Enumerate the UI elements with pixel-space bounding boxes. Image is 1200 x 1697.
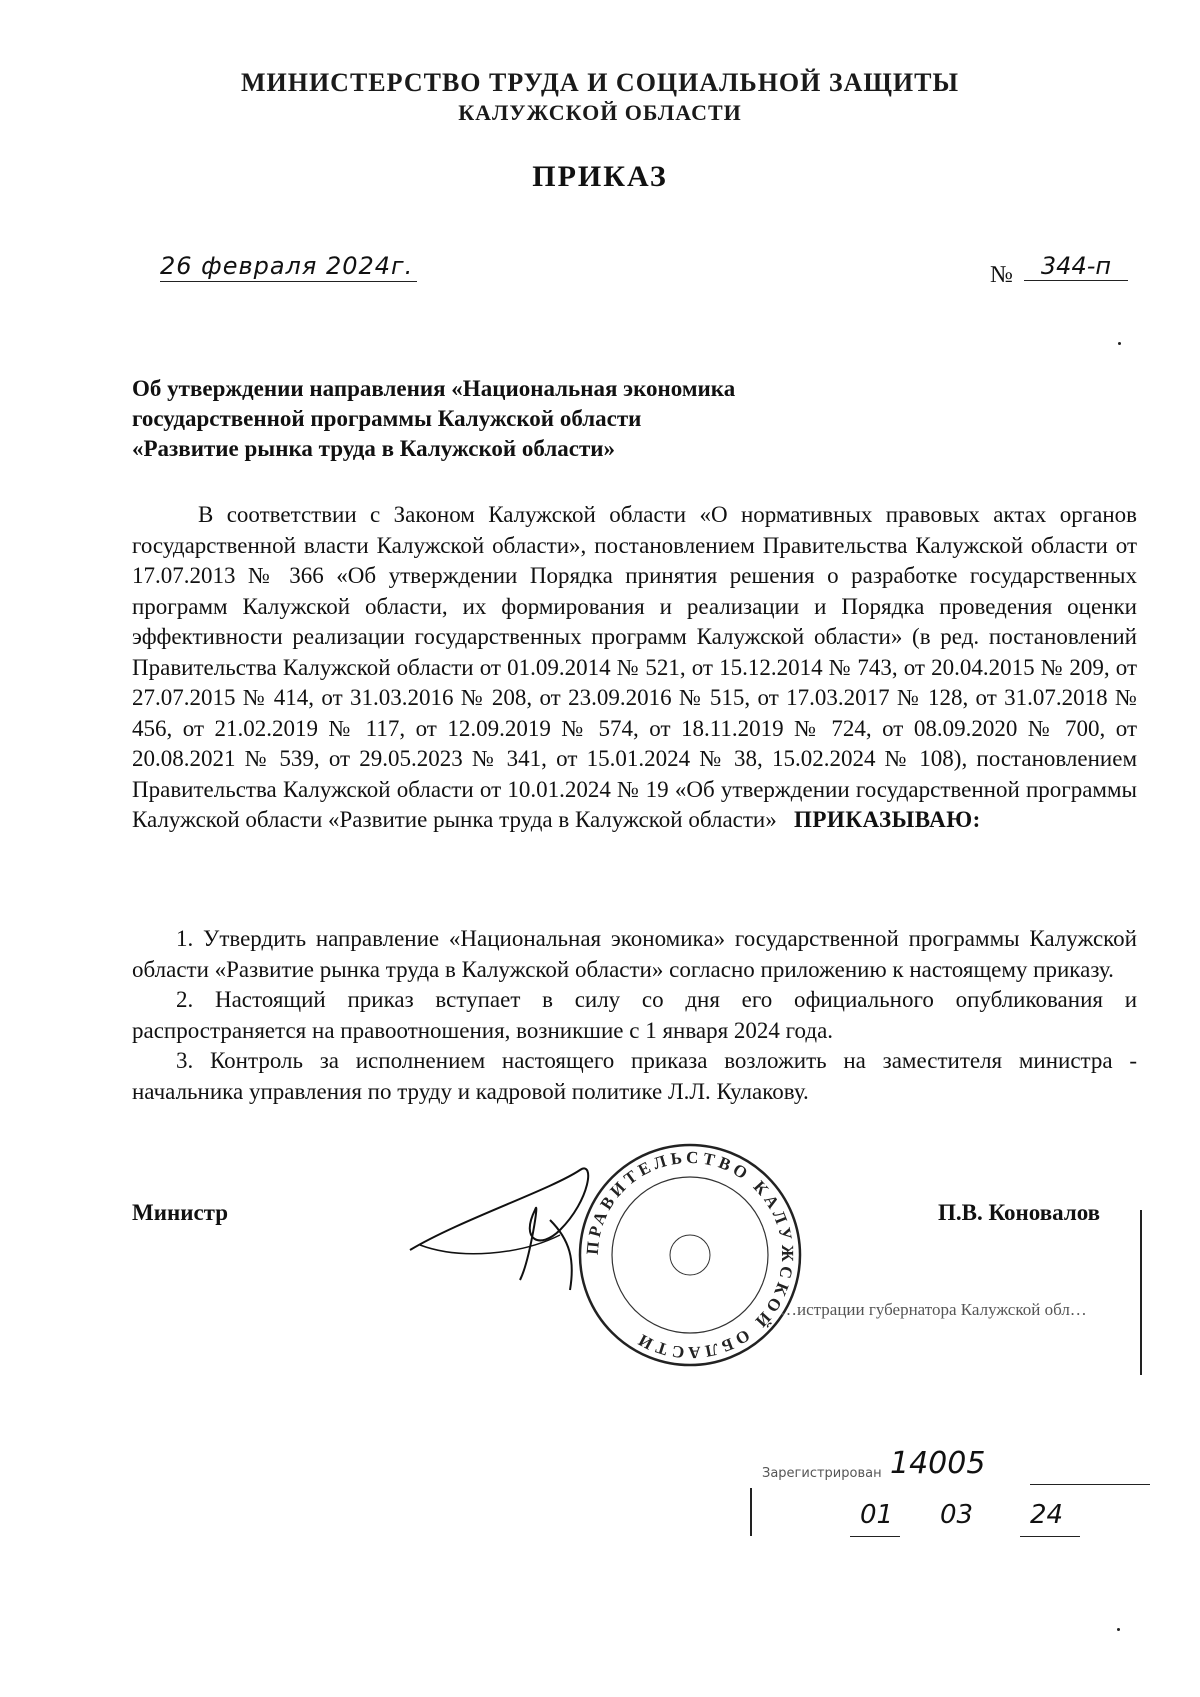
order-subject xyxy=(132,374,952,464)
registration-day: 01 xyxy=(860,1500,894,1530)
registration-stamp xyxy=(740,1440,1160,1560)
preamble-paragraph xyxy=(132,500,1137,836)
preamble-text: В соответствии с Законом Калужской области «О нормативных правовых актах органов государственной власти Калужской области», постановлением Правительства Калужской области от 17.07.2013 № 366 «Об утверждении Порядка принятия решения о разработке государственных программ Калужской области, их формирования и реализации и Порядка проведения оценки эффективности реализации государственных программ Калужской области» (в ред. постановлений Правительства Калужской области от 01.09.2014 № 521, от 15.12.2014 № 743, от 20.04.2015 № 209, от 27.07.2015 № 414, от 31.03.2016 № 208, от 23.09.2016 № 515, от 17.03.2017 № 128, от 31.07.2018 № 456, от 21.02.2019 № 117, от 12.09.2019 № 574, от 18.11.2019 № 724, от 08.09.2020 № 700, от 20.08.2021 № 539, от 29.05.2023 № 341, от 15.01.2024 № 38, 15.02.2024 № 108), постановлением Правительства Калужской области от 10.01.2024 № 19 «Об утверждении государственной программы Калужской области «Развитие рынка труда в Калужской области» xyxy=(132,502,1137,832)
subject-line-3: «Развитие рынка труда в Калужской области» xyxy=(132,436,615,461)
ministry-name-line2: КАЛУЖСКОЙ ОБЛАСТИ xyxy=(458,100,742,125)
handwritten-date: 26 февраля 2024г. xyxy=(160,252,417,282)
registration-month: 03 xyxy=(940,1500,974,1530)
order-word: ПРИКАЗЫВАЮ: xyxy=(793,807,981,832)
order-items xyxy=(132,924,1137,1107)
order-item-1: 1. Утвердить направление «Национальная экономика» государственной программы Калужской области «Развитие рынка труда в Калужской области» согласно приложению к настоящему приказу. xyxy=(132,926,1137,982)
official-seal xyxy=(570,1140,810,1370)
order-item-3: 3. Контроль за исполнением настоящего приказа возложить на заместителя министра - начальника управления по труду и кадровой политике Л.Л. Кулакову. xyxy=(132,1048,1137,1104)
number-label: № xyxy=(990,262,1013,288)
ministry-name-line1: МИНИСТЕРСТВО ТРУДА И СОЦИАЛЬНОЙ ЗАЩИТЫ xyxy=(240,68,960,97)
document-type-title: ПРИКАЗ xyxy=(532,160,668,193)
signatory-name: П.В. Коновалов xyxy=(938,1200,1101,1225)
order-item-2: 2. Настоящий приказ вступает в силу со дня его официального опубликования и распространяется на правоотношения, возникшие с 1 января 2024 года. xyxy=(132,987,1137,1043)
registration-number: 14005 xyxy=(890,1446,986,1481)
signatory-position: Министр xyxy=(132,1200,229,1225)
registration-label: Зарегистрирован xyxy=(762,1466,882,1481)
scan-speck xyxy=(1117,1628,1120,1631)
stamp-left-bar xyxy=(750,1488,752,1536)
subject-line-2: государственной программы Калужской области xyxy=(132,406,642,431)
registration-year: 24 xyxy=(1030,1500,1064,1530)
day-underline xyxy=(850,1536,900,1537)
svg-text:ПРАВИТЕЛЬСТВО КАЛУЖСКОЙ ОБЛАСТ xyxy=(583,1148,797,1362)
scan-speck xyxy=(1118,342,1121,345)
year-underline xyxy=(1020,1536,1080,1537)
registration-stamp-header: …истрации губернатора Калужской обл… xyxy=(780,1300,1087,1319)
seal-text: ПРАВИТЕЛЬСТВО КАЛУЖСКОЙ ОБЛАСТИ xyxy=(582,1147,798,1363)
subject-line-1: Об утверждении направления «Национальная экономика xyxy=(132,376,736,401)
handwritten-number: 344-п xyxy=(1024,252,1128,281)
stamp-border xyxy=(1140,1210,1142,1375)
number-underline xyxy=(1030,1484,1150,1485)
